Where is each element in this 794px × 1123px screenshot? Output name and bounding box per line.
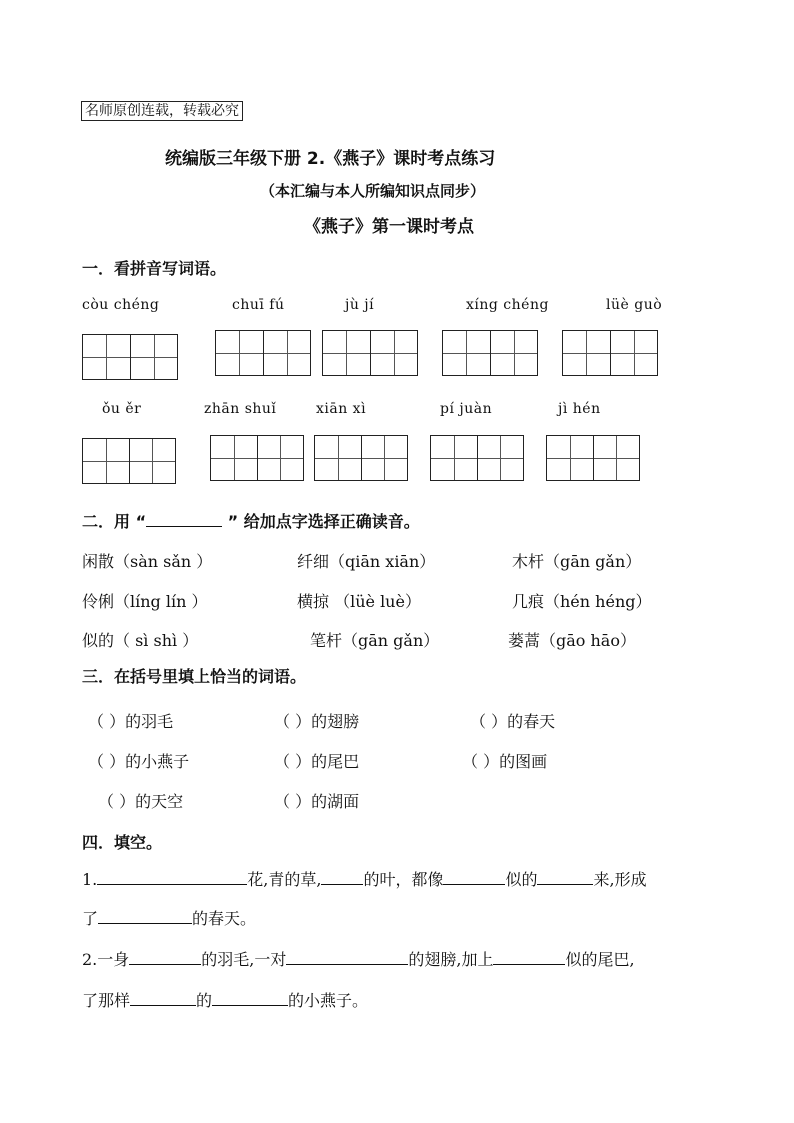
writing-grid[interactable] bbox=[322, 330, 418, 376]
fill-word-item[interactable]: （ ）的湖面 bbox=[274, 792, 360, 811]
fill-word-item[interactable]: （ ）的图画 bbox=[462, 752, 548, 771]
pinyin-label: ǒu ěr bbox=[102, 401, 142, 417]
page-subtitle: （本汇编与本人所编知识点同步） bbox=[260, 182, 486, 200]
question-text: 来,形成 bbox=[593, 870, 647, 889]
reading-item: 蒌蒿（gāo hāo） bbox=[508, 631, 636, 650]
pinyin-label: pí juàn bbox=[440, 401, 493, 417]
question-1-line-2 bbox=[82, 906, 256, 929]
question-text: 似的 bbox=[505, 870, 538, 889]
answer-blank[interactable] bbox=[443, 868, 505, 885]
question-text: 的翅膀,加上 bbox=[408, 950, 494, 969]
answer-blank[interactable] bbox=[286, 948, 408, 965]
question-text: 花,青的草, bbox=[247, 870, 322, 889]
fill-word-item[interactable]: （ ）的天空 bbox=[98, 792, 184, 811]
writing-grid[interactable] bbox=[82, 334, 178, 380]
reading-item: 横掠 （lüè luè） bbox=[297, 592, 421, 611]
question-number: 1. bbox=[82, 870, 98, 889]
question-text: 的春天。 bbox=[192, 909, 257, 928]
question-text: 的小燕子。 bbox=[288, 991, 369, 1010]
question-number: 2. bbox=[82, 950, 98, 969]
writing-grid[interactable] bbox=[215, 330, 311, 376]
reading-item: 伶俐（líng lín ） bbox=[82, 592, 208, 611]
lesson-title: 《燕子》第一课时考点 bbox=[304, 217, 474, 237]
section-4-heading: 四．填空。 bbox=[82, 833, 163, 852]
question-text: 了 bbox=[82, 909, 99, 928]
fill-word-item[interactable]: （ ）的尾巴 bbox=[274, 752, 360, 771]
question-1-line-1 bbox=[82, 867, 647, 890]
pinyin-label: xiān xì bbox=[316, 401, 367, 417]
writing-grid[interactable] bbox=[314, 435, 408, 481]
fill-word-item[interactable]: （ ）的羽毛 bbox=[88, 712, 174, 731]
pinyin-label: jù jí bbox=[345, 297, 375, 313]
reading-item: 纤细（qiān xiān） bbox=[297, 552, 436, 571]
writing-grid[interactable] bbox=[546, 435, 640, 481]
answer-blank[interactable] bbox=[97, 868, 247, 885]
reading-item: 木杆（gān gǎn） bbox=[512, 552, 642, 571]
section-3-heading: 三．在括号里填上恰当的词语。 bbox=[82, 667, 307, 686]
fill-word-item[interactable]: （ ）的翅膀 bbox=[274, 712, 360, 731]
section-2-heading-end: ” 给加点字选择正确读音。 bbox=[222, 512, 420, 531]
writing-grid[interactable] bbox=[82, 438, 176, 484]
reading-item: 似的（ sì shì ） bbox=[82, 631, 199, 650]
question-text: 似的尾巴, bbox=[565, 950, 635, 969]
answer-blank[interactable] bbox=[321, 868, 363, 885]
pinyin-label: lüè guò bbox=[606, 297, 663, 313]
reading-item: 笔杆（gān gǎn） bbox=[310, 631, 440, 650]
answer-blank[interactable] bbox=[146, 510, 222, 527]
question-2-line-1 bbox=[82, 947, 635, 970]
question-text: 一身 bbox=[97, 950, 130, 969]
pinyin-label: jì hén bbox=[558, 401, 601, 417]
answer-blank[interactable] bbox=[130, 989, 196, 1006]
fill-word-item[interactable]: （ ）的小燕子 bbox=[88, 752, 190, 771]
answer-blank[interactable] bbox=[129, 948, 201, 965]
section-1-heading: 一．看拼音写词语。 bbox=[82, 259, 227, 278]
answer-blank[interactable] bbox=[537, 868, 593, 885]
question-text: 的羽毛,一对 bbox=[201, 950, 287, 969]
writing-grid[interactable] bbox=[210, 435, 304, 481]
question-text: 的 bbox=[196, 991, 213, 1010]
pinyin-label: chuī fú bbox=[232, 297, 285, 313]
writing-grid[interactable] bbox=[430, 435, 524, 481]
pinyin-label: còu chéng bbox=[82, 297, 160, 313]
answer-blank[interactable] bbox=[212, 989, 288, 1006]
fill-word-item[interactable]: （ ）的春天 bbox=[470, 712, 556, 731]
writing-grid[interactable] bbox=[562, 330, 658, 376]
answer-blank[interactable] bbox=[493, 948, 565, 965]
copyright-stamp: 名师原创连载，转载必究 bbox=[81, 101, 243, 121]
reading-item: 几痕（hén héng） bbox=[512, 592, 652, 611]
reading-item: 闲散（sàn sǎn ） bbox=[82, 552, 213, 571]
pinyin-label: zhān shuǐ bbox=[204, 401, 277, 417]
question-text: 的叶，都像 bbox=[363, 870, 444, 889]
pinyin-label: xíng chéng bbox=[466, 297, 549, 313]
question-text: 了那样 bbox=[82, 991, 131, 1010]
section-2-heading-start: 二．用 “ bbox=[82, 512, 147, 531]
question-2-line-2 bbox=[82, 988, 368, 1011]
section-2-heading bbox=[82, 509, 420, 532]
page-title: 统编版三年级下册 2.《燕子》课时考点练习 bbox=[165, 149, 496, 169]
writing-grid[interactable] bbox=[442, 330, 538, 376]
answer-blank[interactable] bbox=[98, 907, 192, 924]
